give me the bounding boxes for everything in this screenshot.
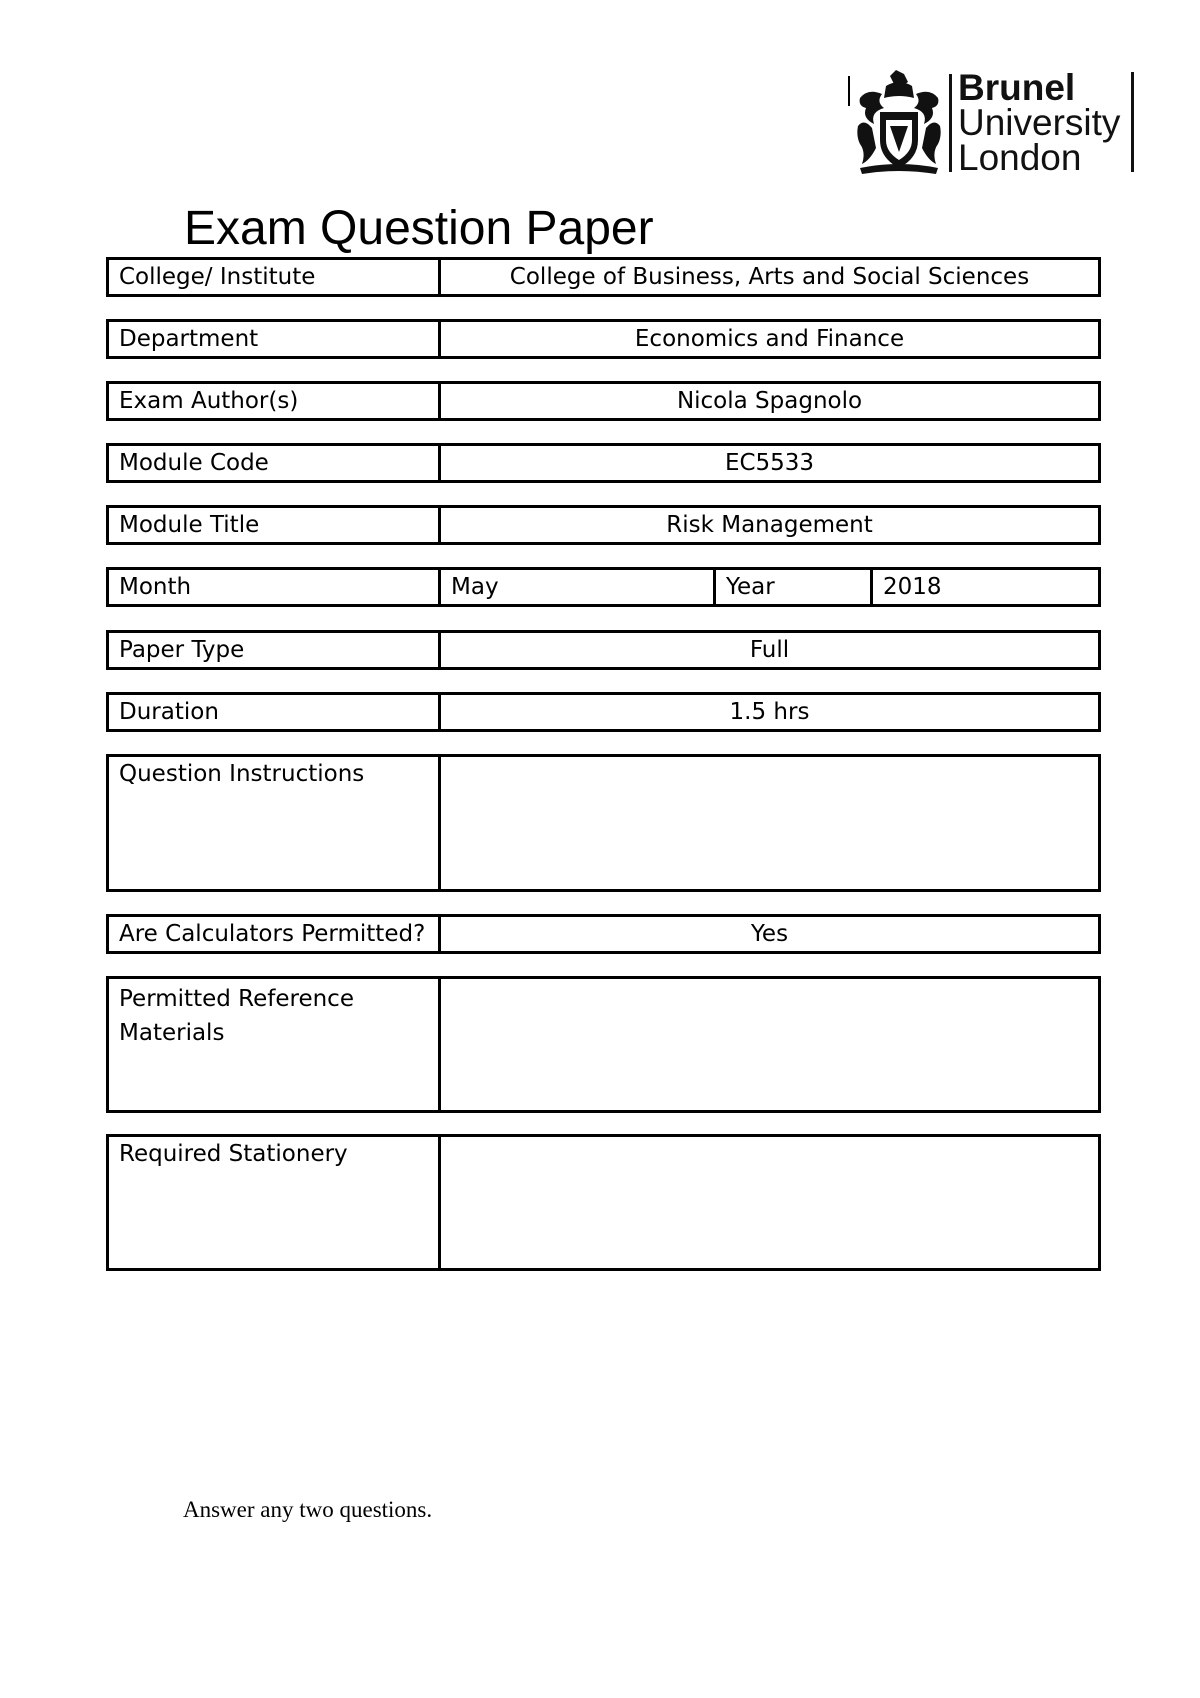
duration-value: 1.5 hrs	[729, 699, 810, 725]
author-row	[106, 381, 1101, 421]
author-value: Nicola Spagnolo	[676, 388, 863, 414]
duration-label: Duration	[109, 695, 441, 729]
module-title-value: Risk Management	[666, 512, 873, 538]
logo-wordmark	[958, 67, 1121, 178]
paper-type-row	[106, 630, 1101, 670]
department-row	[106, 319, 1101, 359]
department-value: Economics and Finance	[634, 326, 905, 352]
module-code-value: EC5533	[724, 450, 815, 476]
reference-label: Permitted Reference Materials	[109, 979, 441, 1110]
calculators-label: Are Calculators Permitted?	[109, 917, 441, 951]
instructions-value	[441, 757, 1098, 889]
module-code-label: Module Code	[109, 446, 441, 480]
stationery-value	[441, 1137, 1098, 1268]
department-label: Department	[109, 322, 441, 356]
duration-row	[106, 692, 1101, 732]
month-label: Month	[109, 570, 441, 604]
module-code-row	[106, 443, 1101, 483]
college-row	[106, 257, 1101, 297]
stationery-label: Required Stationery	[109, 1137, 441, 1268]
college-value: College of Business, Arts and Social Sciences	[509, 264, 1030, 290]
calculators-row	[106, 914, 1101, 954]
logo-line-3: London	[958, 137, 1082, 178]
logo-divider	[949, 74, 952, 172]
logo-divider-right	[1131, 72, 1134, 172]
module-title-row	[106, 505, 1101, 545]
reference-row	[106, 976, 1101, 1113]
logo-rule	[848, 76, 850, 106]
month-value: May	[441, 570, 716, 604]
module-title-label: Module Title	[109, 508, 441, 542]
stationery-row	[106, 1134, 1101, 1271]
page-title: Exam Question Paper	[184, 202, 654, 255]
month-year-row	[106, 567, 1101, 607]
instructions-row	[106, 754, 1101, 892]
calculators-value: Yes	[750, 921, 789, 947]
logo-line-2: University	[958, 102, 1121, 143]
author-label: Exam Author(s)	[109, 384, 441, 418]
paper-type-value: Full	[749, 637, 790, 663]
year-label: Year	[716, 570, 873, 604]
university-logo	[848, 68, 1136, 178]
university-crest-icon	[856, 68, 942, 176]
instructions-label: Question Instructions	[109, 757, 441, 889]
year-value: 2018	[883, 574, 942, 600]
paper-type-label: Paper Type	[109, 633, 441, 667]
reference-value	[441, 979, 1098, 1110]
answer-instruction: Answer any two questions.	[183, 1497, 433, 1522]
logo-line-1: Brunel	[958, 67, 1076, 108]
college-label: College/ Institute	[109, 260, 441, 294]
